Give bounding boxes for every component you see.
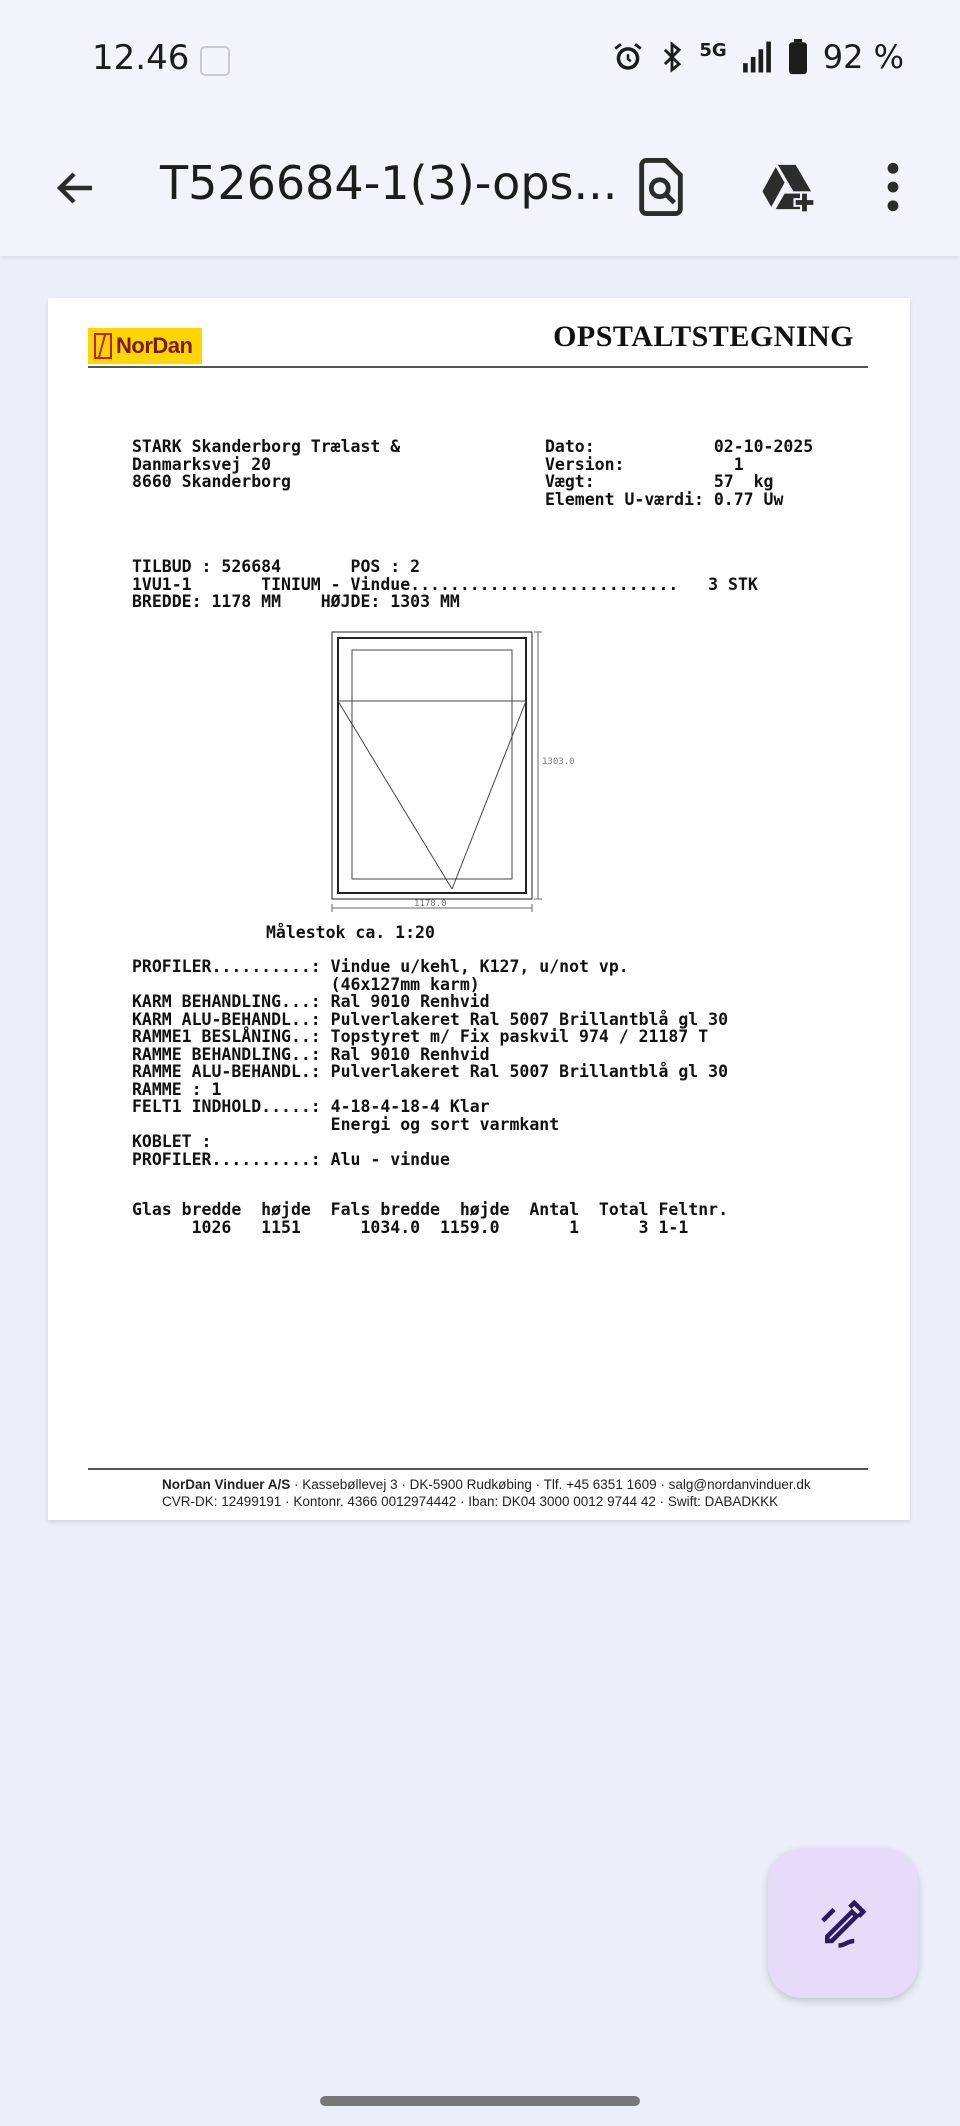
status-icons [611,38,904,76]
footer-rule [88,1468,868,1470]
spec-line: PROFILER..........: Vindue u/kehl, K127, u/not vp. [132,957,629,976]
footer-company: NorDan Vinduer A/S [162,1477,291,1492]
footer-line-2: CVR-DK: 12499191 · Kontonr. 4366 0012974442 · Iban: DK04 3000 0012 9744 42 · Swift: DABADKKK [162,1494,779,1509]
spec-line: FELT1 INDHOLD.....: 4-18-4-18-4 Klar [132,1097,490,1116]
document-title: T526684-1(3)-ops... [160,156,618,210]
preview-button[interactable] [628,154,694,220]
spec-line: KARM BEHANDLING...: Ral 9010 Renhvid [132,992,490,1011]
offer-line: 1VU1-1 TINIUM - Vindue........................... 3 STK [132,574,758,594]
notification-app-icon [200,46,230,76]
nordan-logo [88,328,202,364]
logo-text: NorDan [116,333,193,358]
alarm-icon [611,40,645,74]
address-line: 8660 Skanderborg [132,472,291,491]
glass-table-row: 1026 1151 1034.0 1159.0 1 3 1-1 [132,1217,689,1237]
address-line: Danmarksvej 20 [132,454,272,474]
meta-line: Dato: 02-10-2025 [545,437,814,456]
meta-line: Version: 1 [545,454,744,474]
spec-line: (46x127mm karm) [132,974,480,994]
status-bar [0,0,960,118]
spec-line: RAMME BEHANDLING..: Ral 9010 Renhvid [132,1044,490,1064]
offer-info [132,558,758,611]
spec-line: KOBLET : [132,1132,212,1151]
nordan-logo-mark [94,333,112,359]
spec-line: KARM ALU-BEHANDL..: Pulverlakeret Ral 5007 Brillantblå gl 30 [132,1009,729,1029]
spec-line: RAMME : 1 [132,1079,222,1099]
spec-list [132,958,728,1168]
network-type-label: 5G [699,40,727,61]
document-meta [545,438,813,508]
status-time: 12.46 [92,38,190,78]
spec-line: PROFILER..........: Alu - vindue [132,1149,450,1169]
offer-line: TILBUD : 526684 POS : 2 [132,557,421,576]
more-vert-icon [886,162,900,212]
customer-address [132,438,400,491]
spec-line: RAMME ALU-BEHANDL.: Pulverlakeret Ral 5007 Brillantblå gl 30 [132,1062,729,1081]
edit-fab-button[interactable] [768,1848,918,1998]
battery-icon [787,39,809,75]
drive-add-icon [758,160,820,214]
top-app-bar [0,118,960,256]
address-line: STARK Skanderborg Trælast & [132,437,401,456]
more-options-button[interactable] [868,154,918,220]
save-to-drive-button[interactable] [756,154,822,220]
glass-table-header: Glas bredde højde Fals bredde højde Antal Total Feltnr. [132,1200,729,1219]
spec-line: RAMME1 BESLÅNING..: Topstyret m/ Fix paskvil 974 / 21187 T [132,1027,709,1046]
battery-percent: 92 % [822,38,904,76]
document-page [48,298,910,1520]
back-button[interactable] [46,158,106,218]
footer-line-1 [162,1477,811,1492]
spec-line: Energi og sort varmkant [132,1114,560,1134]
glass-table [132,1201,728,1236]
edit-pen-icon [816,1896,870,1950]
header-rule [88,366,868,368]
scale-label: Målestok ca. 1:20 [266,923,435,942]
footer-contact: · Kassebøllevej 3 · DK-5900 Rudkøbing · Tlf. +45 6351 1609 · salg@nordanvinduer.dk [290,1477,811,1492]
bluetooth-icon [659,40,685,74]
document-search-icon [636,158,686,216]
document-heading: OPSTALTSTEGNING [553,320,854,353]
arrow-back-icon [52,164,100,212]
offer-line: BREDDE: 1178 MM HØJDE: 1303 MM [132,592,460,611]
drawing-width-label: 1178.0 [414,899,447,909]
drawing-height-label: 1303.0 [542,757,575,767]
gesture-nav-handle[interactable] [320,2096,640,2106]
window-elevation-drawing [266,628,586,923]
meta-line: Element U-værdi: 0.77 Uw [545,489,784,509]
signal-icon [741,40,773,74]
meta-line: Vægt: 57 kg [545,472,774,491]
